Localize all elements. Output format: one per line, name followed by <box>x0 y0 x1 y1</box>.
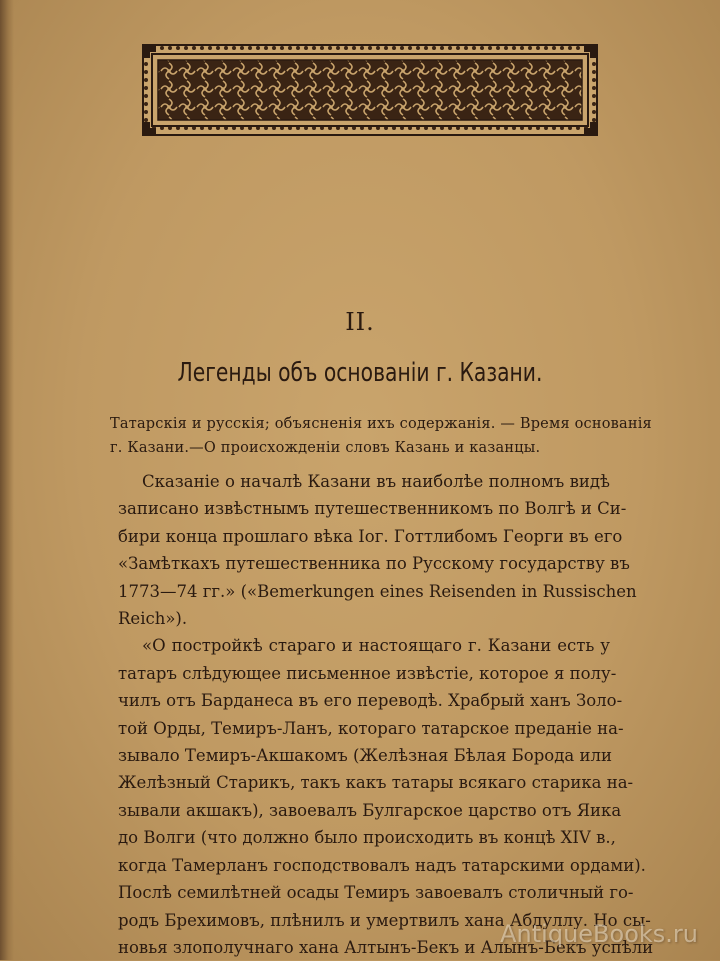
summary-line: г. Казани.—О происхожденіи словъ Казань и казанцы. <box>110 440 541 456</box>
body-text <box>118 468 654 961</box>
summary-line: Татарскія и русскія; объясненія ихъ содержанія. — Время основанія <box>110 416 652 432</box>
text-line: бири конца прошлаго вѣка Іог. Готтлибомъ Георги въ его <box>118 526 623 546</box>
text-line: когда Тамерланъ господствовалъ надъ татарскими ордами). <box>118 855 646 875</box>
book-spine-edge <box>0 0 14 960</box>
text-line: записано извѣстнымъ путешественникомъ по Волгѣ и Си- <box>118 499 627 519</box>
watermark: AntiqueBooks.ru <box>500 920 698 948</box>
text-line: «О постройкѣ стараго и настоящаго г. Казани есть у <box>142 636 610 656</box>
chapter-number: II. <box>345 308 375 336</box>
text-line: родъ Брехимовъ, плѣнилъ и умертвилъ хана Абдуллу. Но сы- <box>118 910 651 930</box>
text-line: чилъ отъ Барданеса въ его переводѣ. Храбрый ханъ Золо- <box>118 691 623 711</box>
text-line: Сказаніе о началѣ Казани въ наиболѣе полномъ видѣ <box>142 472 610 491</box>
text-line: Послѣ семилѣтней осады Темиръ завоевалъ столичный го- <box>118 883 634 903</box>
text-line: той Орды, Темиръ-Ланъ, котораго татарское преданіе на- <box>118 718 624 738</box>
text-line: Reich»). <box>118 609 188 629</box>
text-line: Желѣзный Старикъ, такъ какъ татары всякаго старика на- <box>118 773 634 793</box>
text-line: 1773—74 гг.» («Bemerkungen eines Reisenden in Russischen <box>118 581 637 601</box>
chapter-title: Легенды объ основаніи г. Казани. <box>177 358 543 388</box>
text-line: татаръ слѣдующее письменное извѣстіе, которое я полу- <box>118 663 617 683</box>
ornamental-headpiece <box>142 44 598 136</box>
text-line: «Замѣткахъ путешественника по Русскому государству въ <box>118 554 630 574</box>
text-line: зывали акшакъ), завоевалъ Булгарское царство отъ Яика <box>118 800 622 820</box>
text-line: новья злополучнаго хана Алтынъ-Бекъ и Алынъ-Бекъ успѣли <box>118 937 654 957</box>
chapter-summary <box>110 412 652 460</box>
text-line: зывало Темиръ-Акшакомъ (Желѣзная Бѣлая Борода или <box>118 746 612 766</box>
text-line: до Волги (что должно было происходить въ концѣ XIV в., <box>118 828 616 848</box>
